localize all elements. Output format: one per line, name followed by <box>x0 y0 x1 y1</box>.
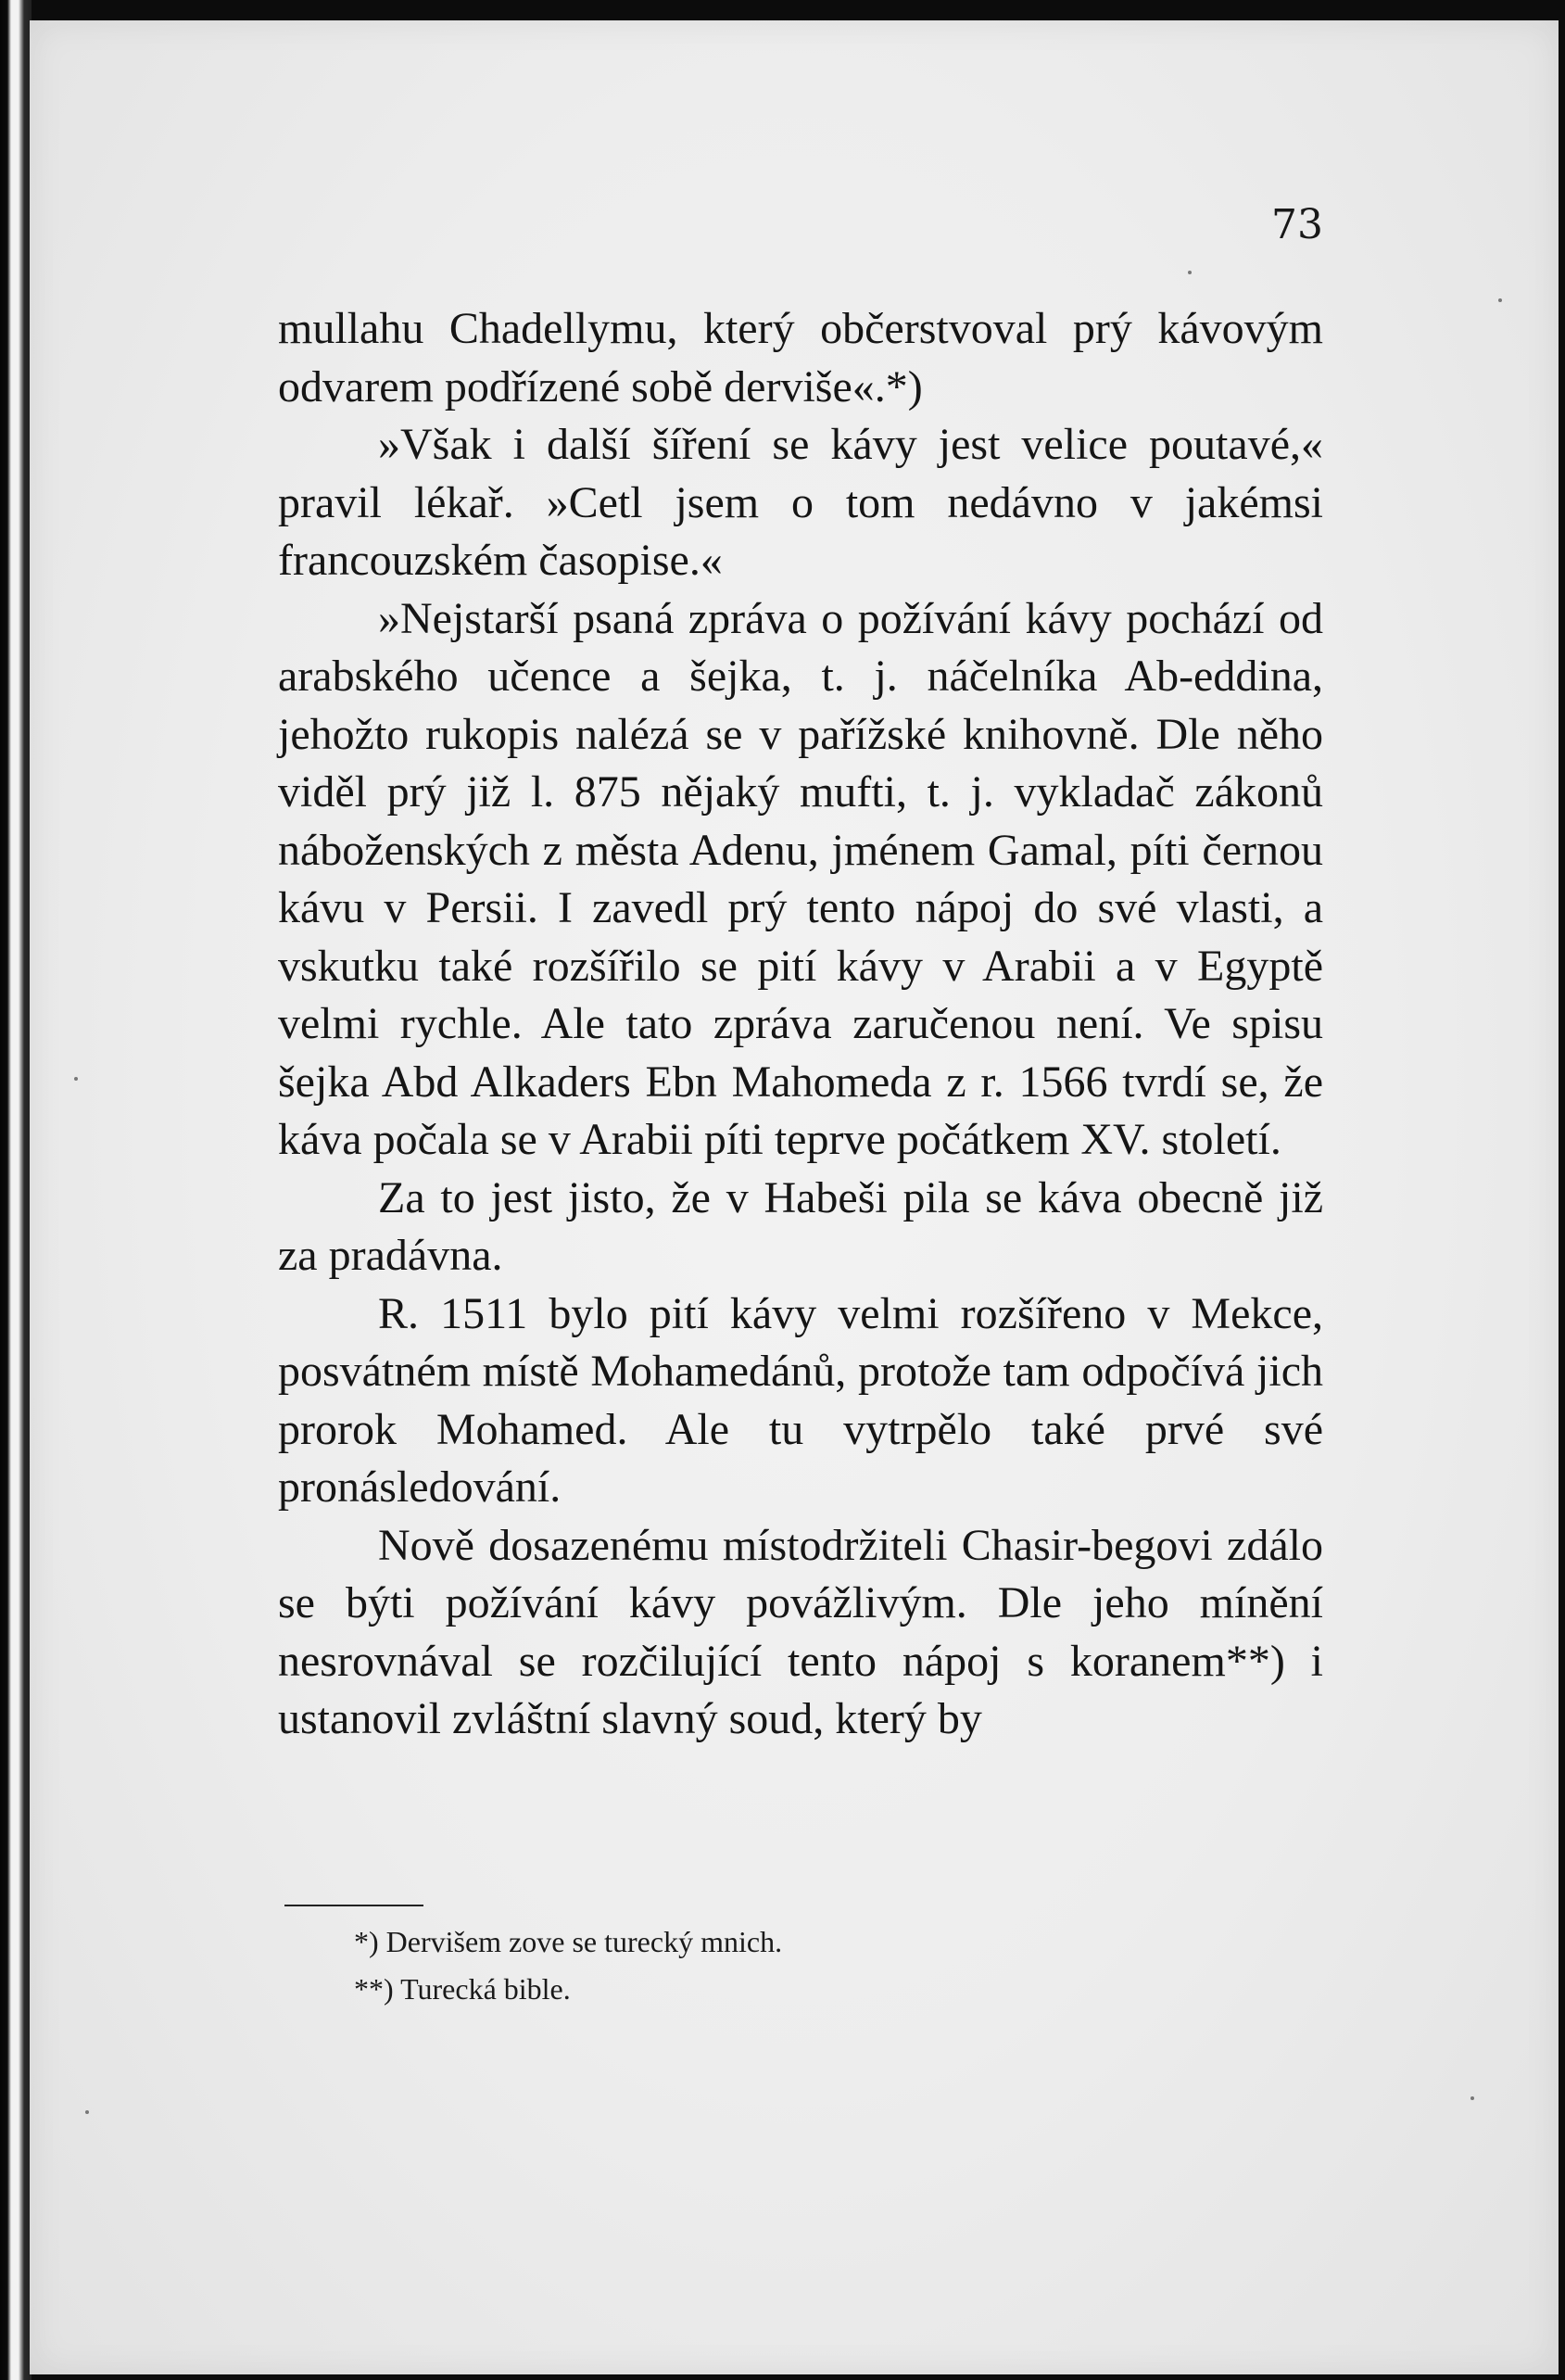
book-spine-edge <box>0 0 32 2380</box>
body-text <box>278 300 1323 1749</box>
paragraph-continuation: mullahu Chadellymu, který občerstvoval prý kávovým odvarem podřízené sobě derviše«.*) <box>278 304 1323 411</box>
paper-speck <box>1188 271 1192 274</box>
paper-speck <box>1470 2096 1474 2100</box>
paragraph: R. 1511 bylo pití kávy velmi rozšířeno v Mekce, posvátném místě Mohamedánů, protože tam odpočívá jich prorok Mohamed. Ale tu vytrpělo také prvé své pronásledování. <box>278 1288 1323 1512</box>
footnote: *) Dervišem zove se turecký mnich. <box>354 1925 783 1958</box>
page-number: 73 <box>1271 201 1323 248</box>
paper-speck <box>85 2110 89 2114</box>
footnote: **) Turecká bible. <box>354 1972 571 2006</box>
footnotes <box>354 1918 1281 2013</box>
paragraph: »Nejstarší psaná zpráva o požívání kávy pochází od arabského učence a šejka, t. j. náčelníka Ab-eddina, jehožto rukopis nalézá se v pařížské knihovně. Dle něho viděl prý již l. 875 nějaký mufti, t. j. vykladač zákonů náboženských z města Adenu, jménem Gamal, píti černou kávu v Persii. I zavedl prý tento nápoj do své vlasti, a vskutku také rozšířilo se pití kávy v Arabii a v Egyptě velmi rychle. Ale tato zpráva zaručenou není. Ve spisu šejka Abd Alkaders Ebn Mahomeda z r. 1566 tvrdí se, že káva počala se v Arabii píti teprve počátkem XV. století. <box>278 593 1323 1164</box>
book-page <box>30 20 1559 2374</box>
paper-speck <box>74 1077 78 1081</box>
footnote-divider <box>284 1905 423 1906</box>
paragraph: »Však i další šíření se kávy jest velice poutavé,« pravil lékař. »Cetl jsem o tom nedávno v jakémsi francouzském časopise.« <box>278 420 1323 585</box>
paper-speck <box>1498 298 1502 302</box>
paragraph: Za to jest jisto, že v Habeši pila se káva obecně již za pradávna. <box>278 1172 1323 1280</box>
paragraph: Nově dosazenému místodržiteli Chasir-begovi zdálo se býti požívání kávy povážlivým. Dle jeho mínění nesrovnával se rozčilující tento nápoj s koranem**) i ustanovil zvláštní slavný soud, který by <box>278 1520 1323 1743</box>
